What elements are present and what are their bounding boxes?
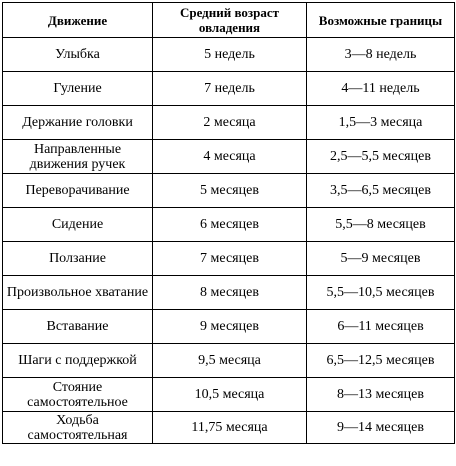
cell-average-age: 7 недель	[153, 72, 307, 106]
cell-range: 5—9 месяцев	[307, 242, 455, 276]
cell-average-age: 4 месяца	[153, 140, 307, 174]
cell-range: 3—8 недель	[307, 38, 455, 72]
table-row	[3, 208, 455, 242]
table-row	[3, 276, 455, 310]
cell-movement: Переворачивание	[3, 174, 153, 208]
table-row	[3, 72, 455, 106]
table-row	[3, 378, 455, 412]
cell-movement: Держание головки	[3, 106, 153, 140]
table-row	[3, 310, 455, 344]
header-average-age: Средний возраст овладения	[153, 3, 307, 38]
cell-range: 9—14 месяцев	[307, 412, 455, 444]
cell-movement: Ползание	[3, 242, 153, 276]
cell-movement: Шаги с поддержкой	[3, 344, 153, 378]
cell-movement: Стояние самостоятельное	[3, 378, 153, 412]
cell-average-age: 5 недель	[153, 38, 307, 72]
cell-range: 3,5—6,5 месяцев	[307, 174, 455, 208]
table-row	[3, 174, 455, 208]
cell-movement: Вставание	[3, 310, 153, 344]
cell-range: 2,5—5,5 месяцев	[307, 140, 455, 174]
cell-range: 4—11 недель	[307, 72, 455, 106]
header-movement: Движение	[3, 3, 153, 38]
cell-range: 8—13 месяцев	[307, 378, 455, 412]
table-header	[3, 3, 455, 38]
cell-average-age: 5 месяцев	[153, 174, 307, 208]
cell-range: 5,5—8 месяцев	[307, 208, 455, 242]
table-row	[3, 344, 455, 378]
cell-average-age: 9 месяцев	[153, 310, 307, 344]
cell-average-age: 2 месяца	[153, 106, 307, 140]
cell-range: 5,5—10,5 месяцев	[307, 276, 455, 310]
header-range: Возможные границы	[307, 3, 455, 38]
cell-movement: Ходьба самостоятельная	[3, 412, 153, 444]
table-row	[3, 412, 455, 444]
cell-average-age: 7 месяцев	[153, 242, 307, 276]
cell-average-age: 10,5 месяца	[153, 378, 307, 412]
cell-range: 6—11 месяцев	[307, 310, 455, 344]
table-body	[3, 38, 455, 444]
table-row	[3, 242, 455, 276]
cell-range: 1,5—3 месяца	[307, 106, 455, 140]
table-row	[3, 38, 455, 72]
cell-average-age: 11,75 месяца	[153, 412, 307, 444]
cell-range: 6,5—12,5 месяцев	[307, 344, 455, 378]
cell-average-age: 6 месяцев	[153, 208, 307, 242]
cell-movement: Улыбка	[3, 38, 153, 72]
cell-movement: Направленные движения ручек	[3, 140, 153, 174]
cell-movement: Произвольное хватание	[3, 276, 153, 310]
cell-average-age: 8 месяцев	[153, 276, 307, 310]
table-row	[3, 106, 455, 140]
cell-average-age: 9,5 месяца	[153, 344, 307, 378]
header-row	[3, 3, 455, 38]
table-row	[3, 140, 455, 174]
cell-movement: Гуление	[3, 72, 153, 106]
motor-milestones-table	[2, 2, 455, 444]
cell-movement: Сидение	[3, 208, 153, 242]
